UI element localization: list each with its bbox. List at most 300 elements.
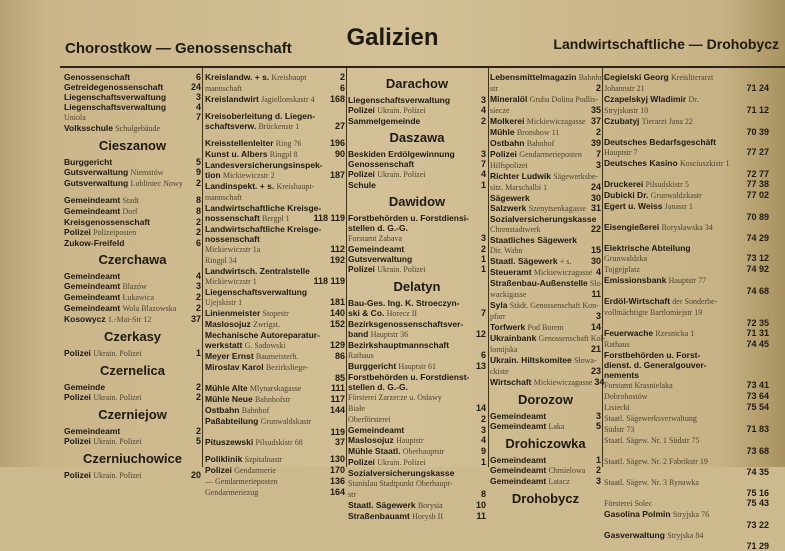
directory-entry (490, 94, 601, 105)
entry-number: 168 (329, 94, 345, 104)
entry-number: 112 (330, 244, 345, 254)
entry-name: Kreisstellenleiter (205, 138, 274, 148)
entry-number: 6 (195, 72, 201, 82)
directory-entry (604, 391, 769, 402)
entry-detail: Niemstów (130, 168, 164, 177)
entry-label (348, 298, 459, 308)
entry-name: Forstbehörden u. Forstdiensi- (348, 213, 469, 223)
entry-detail: 1.-Mai-Str 12 (107, 315, 152, 324)
entry-label (604, 413, 697, 424)
directory-entry (64, 436, 201, 447)
entry-detail: Hilfspolizei (490, 161, 528, 170)
entry-label (490, 214, 596, 224)
entry-label (205, 476, 278, 487)
entry-number: 10 (475, 500, 486, 510)
directory-entry (604, 488, 769, 498)
entry-number: 13 (475, 361, 486, 371)
entry-label (64, 227, 136, 238)
directory-entry (348, 478, 486, 489)
directory-entry (64, 392, 201, 403)
header-rule (60, 66, 785, 68)
directory-entry (604, 477, 769, 488)
entry-detail: Bahnhof- (578, 73, 609, 82)
directory-entry (604, 212, 769, 222)
entry-label (205, 255, 237, 266)
entry-detail: Ukrain. Polizei (93, 437, 142, 446)
entry-label (64, 195, 139, 206)
entry-detail: Rathaus (348, 351, 374, 360)
entry-label (348, 116, 420, 126)
entry-detail: Szenytsenkagasse (528, 204, 586, 213)
entry-label (64, 426, 120, 436)
directory-entry (604, 116, 769, 127)
directory-entry (604, 402, 769, 413)
entry-detail: Oberförsterei (348, 415, 391, 424)
entry-label (604, 147, 638, 158)
entry-label (205, 487, 258, 498)
entry-number: 187 (329, 170, 345, 180)
header-right: Landwirtschaftliche — Drohobycz (553, 36, 779, 52)
entry-name: Polizei (205, 465, 232, 475)
directory-entry (348, 457, 486, 468)
entry-number: 140 (329, 308, 345, 318)
entry-label (348, 392, 442, 403)
entry-number: 6 (195, 238, 201, 248)
entry-number: 74 68 (746, 286, 769, 296)
directory-entry (348, 233, 486, 244)
entry-number: 73 64 (746, 391, 769, 401)
entry-name: Mechanische Autoreparatur- (205, 330, 320, 340)
entry-number: 130 (329, 454, 345, 464)
entry-name: Feuerwache (604, 328, 654, 338)
entry-detail: Laka (548, 422, 565, 431)
entry-number: 4 (595, 267, 601, 277)
directory-entry (604, 94, 769, 105)
entry-detail: G. Sadowski (244, 341, 286, 350)
directory-entry (604, 222, 769, 233)
entry-detail: Pilsudskistr 68 (255, 438, 303, 447)
directory-entry (490, 182, 601, 193)
directory-entry (490, 455, 601, 465)
entry-detail: Janastr 1 (664, 202, 693, 211)
entry-name: Polizei (348, 264, 375, 274)
entry-label (490, 245, 523, 256)
entry-name: Landwirtschaftliche Kreisge- (205, 224, 322, 234)
directory-entry (604, 83, 769, 94)
entry-label (205, 394, 291, 405)
entry-number: 1 (480, 457, 486, 467)
entry-label (490, 476, 570, 487)
entry-label (348, 403, 365, 414)
directory-entry (490, 311, 601, 322)
directory-entry (205, 181, 345, 192)
directory-entry (490, 366, 601, 377)
directory-entry (348, 435, 486, 446)
entry-name: Maslosojuz (205, 319, 251, 329)
entry-detail: Horysh II (412, 512, 444, 521)
directory-entry (348, 414, 486, 425)
entry-number: 2 (195, 227, 201, 237)
directory-entry (64, 303, 201, 314)
directory-entry (205, 437, 345, 448)
directory-entry (490, 333, 606, 344)
entry-name: Polizei (64, 392, 91, 402)
directory-entry (348, 264, 486, 275)
entry-name: Polizei (490, 149, 517, 159)
entry-label (490, 411, 546, 421)
directory-entry (205, 405, 345, 416)
entry-number: 3 (480, 95, 486, 105)
entry-number: 12 (475, 329, 486, 339)
entry-detail: Hauptstr 36 (370, 330, 409, 339)
entry-name: Bau-Ges. Ing. K. Stroeczyn- (348, 298, 460, 308)
entry-label (490, 105, 510, 116)
entry-name: Gasolina Polmin (604, 509, 671, 519)
entry-name: Cegielski Georg (604, 72, 669, 82)
directory-entry (205, 121, 345, 132)
directory-entry (205, 362, 345, 373)
entry-label (490, 421, 564, 432)
entry-label (604, 307, 702, 318)
directory-entry (205, 476, 345, 487)
entry-name: Polizei (348, 105, 375, 115)
entry-name: Straßenbau-Außenstelle (490, 278, 588, 288)
entry-name: Volksschule (64, 123, 113, 133)
entry-label (490, 278, 603, 289)
entry-number: 21 (590, 344, 601, 354)
entry-detail: Łukawica (122, 293, 155, 302)
entry-number: 71 31 (746, 328, 769, 338)
entry-number: 30 (590, 256, 601, 266)
entry-detail: Zwrigst. (253, 320, 280, 329)
entry-number: 2 (339, 72, 345, 82)
entry-label (490, 455, 546, 465)
entry-number: 8 (195, 206, 201, 216)
town-heading: Dawidow (388, 194, 446, 209)
entry-detail: mannschaft (205, 84, 242, 93)
entry-number: 35 (590, 105, 601, 115)
entry-name: Genossenschaft (348, 159, 415, 169)
entry-number: 3 (480, 233, 486, 243)
entry-label (64, 217, 150, 227)
entry-number: 192 (329, 255, 345, 265)
entry-label (64, 238, 124, 248)
entry-detail: Ukrain. Polizei (377, 106, 426, 115)
entry-name: Sägewerk (490, 193, 530, 203)
entry-detail: str (490, 84, 498, 93)
entry-number: 4 (195, 102, 201, 112)
directory-entry (490, 256, 601, 267)
directory-entry (348, 489, 486, 500)
entry-label (205, 138, 301, 149)
entry-number: 9 (480, 446, 486, 456)
directory-entry (64, 82, 201, 92)
directory-entry (604, 498, 769, 509)
entry-number: 2 (195, 426, 201, 436)
directory-column-5 (604, 72, 769, 551)
entry-label (205, 181, 314, 192)
entry-label (490, 160, 528, 171)
entry-label (205, 308, 289, 319)
entry-label (205, 83, 242, 94)
directory-entry (64, 314, 201, 325)
entry-number: 8 (195, 195, 201, 205)
entry-number: 71 24 (746, 83, 769, 93)
entry-detail: Bahnhof (526, 139, 555, 148)
entry-detail: Gendarmerieposten (519, 150, 582, 159)
entry-label (348, 169, 426, 180)
directory-entry (490, 214, 601, 224)
entry-number: 24 (590, 182, 601, 192)
entry-label (490, 256, 571, 267)
entry-label (348, 244, 404, 254)
entry-detail: Städt. Genossenschaft Kon- (509, 301, 599, 310)
entry-number: 1 (480, 264, 486, 274)
entry-label (604, 328, 694, 339)
entry-detail: Horecz II (386, 309, 418, 318)
entry-label (64, 392, 142, 403)
entry-number: 118 119 (313, 276, 345, 286)
entry-number: 181 (329, 297, 345, 307)
entry-detail: Pod Borem (527, 323, 564, 332)
directory-entry (490, 105, 601, 116)
entry-label (490, 465, 585, 476)
entry-detail: Kosciuszkistr 1 (679, 159, 730, 168)
entry-detail: Baumeisterh. (255, 352, 299, 361)
entry-number: 170 (329, 465, 345, 475)
directory-entry (348, 308, 486, 319)
entry-number: 11 (476, 511, 486, 521)
entry-number: 129 (329, 340, 345, 350)
directory-entry (205, 454, 345, 465)
entry-detail: Kreishaupt (271, 73, 307, 82)
entry-label (348, 340, 449, 350)
entry-name: Burggericht (64, 157, 113, 167)
entry-name: Straßenbauamt (348, 511, 410, 521)
entry-number: 3 (595, 476, 601, 486)
entry-detail: Ukrain. Polizei (377, 170, 426, 179)
entry-number: 2 (195, 382, 201, 392)
entry-name: Sozialversicherungskasse (490, 214, 597, 224)
entry-detail: Ringpl 34 (205, 256, 237, 265)
entry-label (348, 457, 426, 468)
directory-entry (490, 116, 601, 127)
entry-name: Polizei (64, 348, 91, 358)
entry-number: 74 45 (746, 339, 769, 349)
entry-number: 9 (195, 167, 201, 177)
entry-label (64, 178, 183, 189)
directory-entry (490, 267, 601, 278)
entry-label (64, 271, 120, 281)
entry-label (604, 83, 645, 94)
entry-number: 117 (330, 394, 345, 404)
directory-entry (205, 213, 345, 224)
entry-label (604, 424, 634, 435)
directory-entry (604, 360, 769, 370)
entry-number: 119 (330, 427, 345, 437)
entry-label (490, 300, 599, 311)
directory-entry (205, 160, 345, 170)
directory-entry (490, 476, 601, 487)
entry-label (348, 329, 408, 340)
entry-name: Sammelgemeinde (348, 116, 421, 126)
directory-entry (348, 254, 486, 264)
entry-label (604, 243, 691, 253)
entry-detail: Mlynarskagasse (249, 384, 302, 393)
entry-name: Liegenschaftsverwaltung (64, 92, 167, 102)
entry-label (604, 179, 689, 190)
directory-entry (604, 127, 769, 137)
directory-entry (604, 456, 769, 467)
entry-label (490, 366, 509, 377)
entry-number: 77 02 (746, 190, 769, 200)
directory-entry (604, 380, 769, 391)
entry-number: 14 (590, 322, 601, 332)
entry-detail: Johannstr 21 (604, 84, 645, 93)
entry-number: 152 (329, 319, 345, 329)
entry-name: Richter Ludwik (490, 171, 551, 181)
entry-label (604, 222, 713, 233)
entry-number: 5 (195, 157, 201, 167)
entry-detail: wackigasse (490, 290, 527, 299)
entry-detail: Słowa- (573, 356, 597, 365)
directory-entry (604, 105, 769, 116)
entry-label (205, 244, 260, 255)
entry-number: 1 (480, 254, 486, 264)
entry-number: 6 (339, 83, 345, 93)
entry-name: Lebensmittelmagazin (490, 72, 577, 82)
directory-entry (205, 234, 345, 244)
town-heading: Delatyn (393, 279, 441, 294)
entry-label (64, 292, 154, 303)
entry-label (205, 465, 276, 476)
entry-label (205, 111, 315, 121)
directory-entry (205, 94, 345, 105)
entry-name: Mühle (490, 127, 515, 137)
directory-entry (64, 426, 201, 436)
directory-entry (348, 446, 486, 457)
entry-label (205, 351, 298, 362)
entry-name: schaftsverw. (205, 121, 257, 131)
directory-entry (205, 138, 345, 149)
entry-name: Beskiden Erdölgewinnung (348, 149, 455, 159)
directory-entry (604, 253, 769, 264)
entry-detail: Staatl. Sägewerksverwaltung (604, 414, 697, 423)
entry-detail: Staatl. Sägew. Nr. 1 Südstr 75 (604, 436, 700, 445)
entry-detail: mannschaft (205, 193, 242, 202)
directory-entry (604, 370, 769, 380)
entry-number: 86 (334, 351, 345, 361)
entry-name: nements (604, 370, 639, 380)
entry-label (604, 509, 709, 520)
entry-label (205, 437, 303, 448)
directory-entry (348, 319, 486, 329)
directory-column-1 (64, 72, 201, 480)
directory-entry (490, 127, 601, 138)
entry-name: Kreislandw. + s. (205, 72, 270, 82)
entry-detail: Mickiewiczstr 1 (205, 277, 257, 286)
entry-name: Gemeindeamt (64, 281, 121, 291)
entry-name: Torfwerk (490, 322, 526, 332)
town-heading: Czerniuchowice (83, 451, 182, 466)
directory-entry (205, 297, 345, 308)
entry-label (348, 414, 391, 425)
entry-detail: Rathaus (604, 340, 630, 349)
entry-number: 2 (480, 414, 486, 424)
directory-entry (604, 275, 769, 286)
directory-entry (64, 178, 201, 189)
entry-detail: Försterei Solec (604, 499, 653, 508)
entry-number: 37 (334, 437, 345, 447)
entry-label (604, 105, 648, 116)
entry-detail: Ukrain. Polizei (377, 265, 426, 274)
entry-name: Wirtschaft (490, 377, 532, 387)
directory-entry (348, 169, 486, 180)
entry-detail: Ringpl 8 (269, 150, 298, 159)
entry-detail: Grunwaldskastr (260, 417, 312, 426)
directory-entry (348, 159, 486, 169)
entry-detail: — Gendarmerieposten (205, 477, 278, 486)
entry-detail: Tierarzt Jana 22 (641, 117, 693, 126)
entry-detail: Lisiecki (604, 403, 630, 412)
entry-number: 73 12 (746, 253, 769, 263)
directory-entry (490, 224, 601, 235)
entry-detail: Latacz (548, 477, 570, 486)
entry-name: Mühle Alte (205, 383, 248, 393)
directory-entry (604, 286, 769, 296)
directory-entry (205, 340, 345, 351)
entry-detail: Bergpl 1 (262, 214, 290, 223)
directory-entry (205, 203, 345, 213)
entry-label (348, 382, 408, 392)
entry-label (205, 383, 301, 394)
directory-entry (604, 147, 769, 158)
entry-label (205, 319, 280, 330)
entry-number: 75 16 (746, 488, 769, 498)
entry-number: 72 35 (746, 318, 769, 328)
entry-name: Gemeindeamt (64, 195, 121, 205)
directory-entry (64, 238, 201, 248)
entry-number: 39 (590, 138, 601, 148)
entry-label (348, 159, 414, 169)
entry-number: 1 (595, 455, 601, 465)
entry-name: Gemeinde (64, 382, 106, 392)
entry-name: Gutsverwaltung (64, 178, 129, 188)
entry-detail: Grunwaldzka (604, 254, 648, 263)
directory-entry (604, 169, 769, 179)
entry-label (348, 500, 443, 511)
entry-number: 2 (480, 116, 486, 126)
entry-number: 85 (334, 373, 345, 383)
entry-number: 4 (195, 271, 201, 281)
entry-label (205, 276, 257, 287)
entry-name: Ukrainbank (490, 333, 537, 343)
entry-number: 7 (595, 149, 601, 159)
directory-entry (490, 355, 601, 366)
directory-entry (64, 206, 201, 217)
entry-number: 22 (590, 224, 601, 234)
entry-label (64, 314, 151, 325)
entry-detail: Ujejskistr 1 (205, 298, 243, 307)
entry-name: Dubicki Dr. (604, 190, 649, 200)
entry-label (490, 127, 559, 138)
directory-entry (205, 111, 345, 121)
directory-entry (604, 264, 769, 275)
entry-detail: Kreisliterarzt (670, 73, 714, 82)
entry-detail: Staatl. Sägew. Nr. 2 Fabrikstr 19 (604, 457, 708, 466)
directory-entry (604, 201, 769, 212)
entry-name: stellen d. G.-G. (348, 223, 408, 233)
